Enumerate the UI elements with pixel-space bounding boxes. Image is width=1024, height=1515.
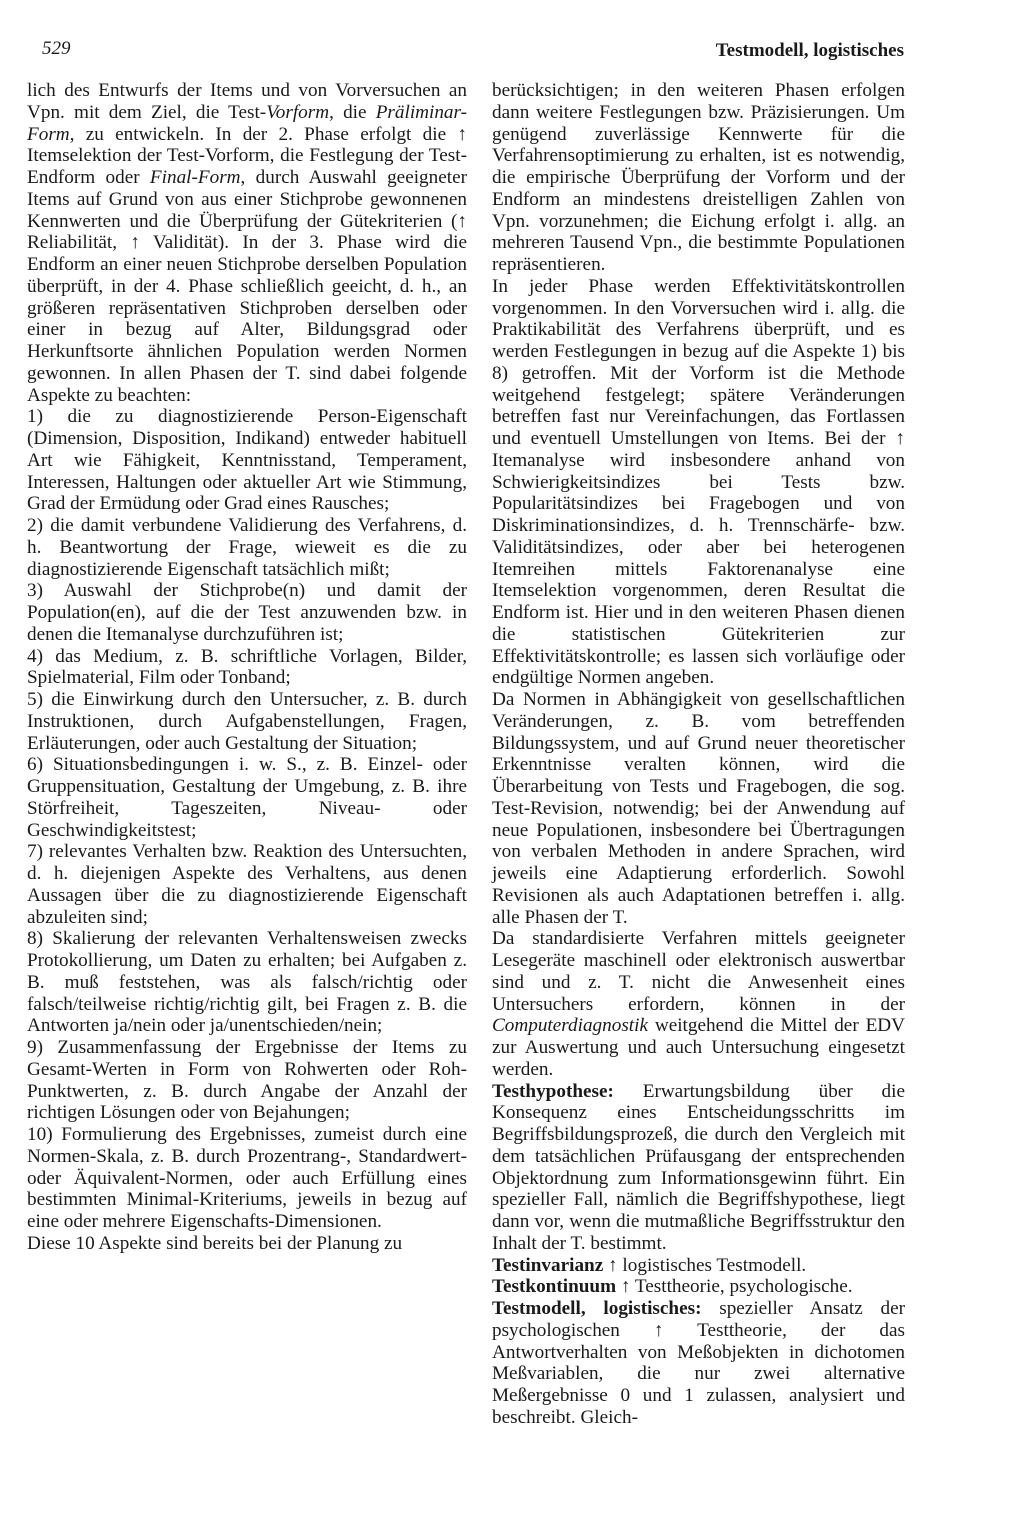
aspect-item-5: 5) die Einwirkung durch den Untersucher, z. B. durch Instruktionen, durch Aufgabenstellungen, Fragen, Erläuterungen, oder auch Gestaltung der Situation; bbox=[27, 689, 467, 754]
entry-testhypothese bbox=[492, 1081, 905, 1255]
italic-term-praeliminar-form: Präliminar-Form bbox=[27, 101, 467, 145]
paragraph-continuation: berücksichtigen; in den weiteren Phasen erfolgen dann weitere Festlegungen bzw. Präzisierungen. Um genügend zuverlässige Kennwerte für die Verfahrensoptimierung zu erhalten, ist es notwendig, die empirische Überprüfung der Vorform und der Endform an mindestens dreistelligen Zahlen von Vpn. vorzunehmen; die Eichung erfolgt i. allg. an mehreren Tausend Vpn., die bestimmte Populationen repräsentieren. bbox=[492, 80, 905, 275]
italic-term-final-form: Final-Form bbox=[149, 167, 241, 188]
left-column bbox=[27, 80, 467, 1255]
paragraph-effectivity: In jeder Phase werden Effektivitätskontrollen vorgenommen. In den Vorversuchen wird i. allg. die Praktikabilität des Verfahrens überprüft, und es werden Festlegungen in bezug auf die Aspekte 1) bis 8) getroffen. Mit der Vorform ist die Methode weitgehend festgelegt; spätere Veränderungen betreffen fast nur Vereinfachungen, das Fortlassen und eventuell Umstellungen von Items. Bei der ↑ Itemanalyse wird insbesondere anhand von Schwierigkeitsindizes bei Tests bzw. Popularitätsindizes bei Fragebogen und von Diskriminationsindizes, d. h. Trennschärfe- bzw. Validitätsindizes, oder aber bei heterogenen Itemreihen mittels Faktorenanalyse eine Itemselektion vorgenommen, deren Resultat die Endform ist. Hier und in den weiteren Phasen dienen die statistischen Gütekriterien zur Effektivitätskontrolle; es lassen sich vorläufige oder endgültige Normen angeben. bbox=[492, 275, 905, 689]
running-head: Testmodell, logistisches bbox=[715, 40, 904, 61]
paragraph-computer bbox=[492, 928, 905, 1080]
aspect-item-2: 2) die damit verbundene Validierung des Verfahrens, d. h. Beantwortung der Frage, wieweit es die zu diagnostizierende Eigenschaft tatsächlich mißt; bbox=[27, 515, 467, 580]
aspect-item-1: 1) die zu diagnostizierende Person-Eigenschaft (Dimension, Disposition, Indikand) entweder habituell Art wie Fähigkeit, Kenntnisstand, Temperament, Interessen, Haltungen oder aktueller Art wie Stimmung, Grad der Ermüdung oder Grad eines Rausches; bbox=[27, 406, 467, 515]
aspect-item-3: 3) Auswahl der Stichprobe(n) und damit der Population(en), auf die der Test anzuwenden bzw. in denen die Itemanalyse durchzuführen ist; bbox=[27, 580, 467, 645]
text-run: weitgehend die Mittel der EDV zur Auswertung und auch Untersuchung eingesetzt werden. bbox=[492, 1015, 905, 1080]
aspect-item-7: 7) relevantes Verhalten bzw. Reaktion des Untersuchten, d. h. diejenigen Aspekte des Verhaltens, aus denen Aussagen über die zu diagnostizierende Eigenschaft abzuleiten sind; bbox=[27, 841, 467, 928]
entry-term: Testkontinuum bbox=[492, 1276, 617, 1298]
paragraph-closing: Diese 10 Aspekte sind bereits bei der Planung zu bbox=[27, 1232, 403, 1254]
aspect-item-4: 4) das Medium, z. B. schriftliche Vorlagen, Bilder, Spielmaterial, Film oder Tonband; bbox=[27, 645, 467, 689]
paragraph-phases bbox=[27, 80, 467, 406]
page-number: 529 bbox=[42, 38, 71, 59]
entry-definition: spezieller Ansatz der psychologischen ↑ Testtheorie, der das Antwortverhalten von Meßobjekten in dichotomen Meßvariablen, die nur zwei alternative Meßergebnisse 0 und 1 zulassen, analysiert und beschreibt. Gleich- bbox=[492, 1298, 905, 1428]
text-run: lich des Entwurfs der Items und von Vorversuchen an Vpn. mit dem Ziel, die Test- bbox=[27, 80, 467, 123]
text-run: , zu entwickeln. In der 2. Phase erfolgt die ↑ Itemselektion der Test-Vorform, die Festlegung der Test-Endform oder bbox=[27, 123, 467, 188]
right-column bbox=[492, 80, 905, 1429]
entry-definition: ↑ logistisches Testmodell. bbox=[603, 1254, 807, 1276]
text-run: Da standardisierte Verfahren mittels geeigneter Lesegeräte maschinell oder elektronisch auswertbar sind und z. T. nicht die Anwesenheit eines Untersuchers erfordern, können in der bbox=[492, 928, 905, 1015]
entry-definition: ↑ Testtheorie, psychologische. bbox=[616, 1276, 853, 1298]
italic-term-computerdiagnostik: Computerdiagnostik bbox=[492, 1015, 648, 1037]
paragraph-revision: Da Normen in Abhängigkeit von gesellschaftlichen Veränderungen, z. B. vom betreffenden Bildungssystem, und auf Grund neuer theoretischer Erkenntnisse veralten können, wird die Überarbeitung von Tests und Fragebogen, die sog. Test-Revision, notwendig; bei der Anwendung auf neue Populationen, insbesondere bei Übertragungen von verbalen Methoden in andere Sprachen, wird jeweils eine Adaptierung erforderlich. Sowohl Revisionen als auch Adaptationen betreffen i. allg. alle Phasen der T. bbox=[492, 689, 905, 928]
aspect-item-6: 6) Situationsbedingungen i. w. S., z. B. Einzel- oder Gruppensituation, Gestaltung der Umgebung, z. B. ihre Störfreiheit, Tageszeiten, Niveau- oder Geschwindigkeitstest; bbox=[27, 754, 467, 841]
aspect-item-8: 8) Skalierung der relevanten Verhaltensweisen zwecks Protokollierung, um Daten zu erhalten; bei Aufgaben z. B. muß feststehen, was als falsch/richtig oder falsch/teilweise richtig/richtig gilt, bei Fragen z. B. die Antworten ja/nein oder ja/unentschieden/nein; bbox=[27, 928, 467, 1037]
entry-testmodell-logistisches bbox=[492, 1298, 905, 1429]
text-run: , die bbox=[329, 101, 376, 123]
entry-testinvarianz bbox=[492, 1255, 905, 1277]
entry-term: Testmodell, logistisches: bbox=[492, 1298, 702, 1319]
entry-testkontinuum bbox=[492, 1276, 905, 1298]
entry-term: Testhypothese: bbox=[492, 1080, 614, 1102]
entry-term: Testinvarianz bbox=[492, 1254, 604, 1276]
italic-term-vorform: Vorform bbox=[266, 101, 330, 123]
text-run: , durch Auswahl geeigneter Items auf Grund von aus einer Stichprobe gewonnenen Kennwerten und die Überprüfung der Gütekriterien (↑ Reliabilität, ↑ Validität). In der 3. Phase wird die Endform an einer neuen Stichprobe derselben Population überprüft, in der 4. Phase schließlich geeicht, d. h., an größeren repräsentativen Stichproben derselben oder einer in bezug auf Alter, Bildungsgrad oder Herkunftsorte ähnlichen Population werden Normen gewonnen. In allen Phasen der T. sind dabei folgende Aspekte zu beachten: bbox=[27, 167, 467, 406]
aspect-item-9: 9) Zusammenfassung der Ergebnisse der Items zu Gesamt-Werten in Form von Rohwerten oder Roh-Punktwerten, z. B. durch Angabe der Anzahl der richtigen Lösungen oder von Bejahungen; bbox=[27, 1037, 467, 1124]
aspect-item-10: 10) Formulierung des Ergebnisses, zumeist durch eine Normen-Skala, z. B. durch Prozentrang-, Standardwert- oder Äquivalent-Normen, oder auch Erfüllung eines bestimmten Minimal-Kriteriums, jeweils in bezug auf eine oder mehrere Eigenschafts-Dimensionen. bbox=[27, 1124, 467, 1232]
entry-definition: Erwartungsbildung über die Konsequenz eines Entscheidungsschritts im Begriffsbildungsprozeß, die durch den Vergleich mit dem tatsächlichen Prüfausgang der entsprechenden Objektordnung zum Informationsgewinn führt. Ein spezieller Fall, nämlich die Begriffshypothese, liegt dann vor, wenn die mutmaßliche Begriffsstruktur den Inhalt der T. bestimmt. bbox=[492, 1080, 905, 1254]
